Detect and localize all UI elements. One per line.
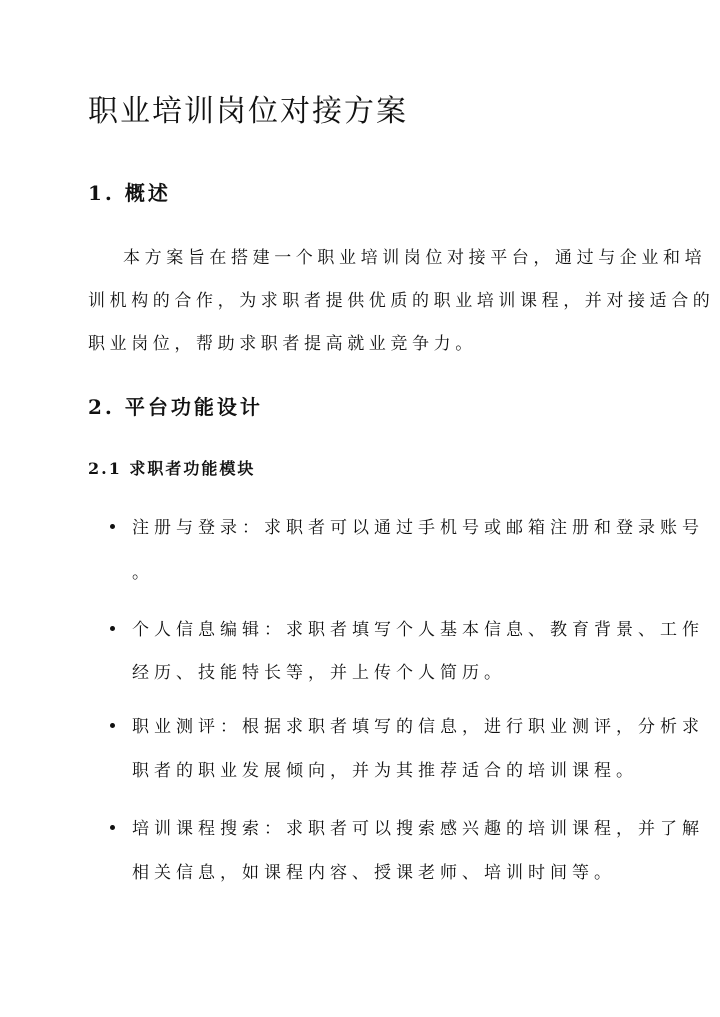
- bullet-icon: [110, 524, 115, 529]
- bullet-icon: [110, 723, 115, 728]
- bullet-icon: [110, 626, 115, 631]
- list-item-line: 职者的职业发展倾向，并为其推荐适合的培训课程。: [132, 761, 638, 781]
- section-heading-platform-design: 2. 平台功能设计: [88, 395, 263, 419]
- list-item-line: 相关信息，如课程内容、授课老师、培训时间等。: [132, 863, 616, 883]
- list-item-line: 经历、技能特长等，并上传个人简历。: [132, 663, 506, 683]
- paragraph-line: 训机构的合作，为求职者提供优质的职业培训课程，并对接适合的: [88, 291, 715, 311]
- paragraph-line: 本方案旨在搭建一个职业培训岗位对接平台，通过与企业和培: [123, 248, 707, 268]
- subsection-heading-jobseeker: 2.1 求职者功能模块: [88, 459, 256, 478]
- list-item-line: 培训课程搜索：求职者可以搜索感兴趣的培训课程，并了解: [132, 819, 704, 839]
- section-heading-overview: 1. 概述: [88, 181, 171, 205]
- list-item-line: 。: [132, 563, 154, 583]
- paragraph-line: 职业岗位，帮助求职者提高就业竞争力。: [88, 334, 477, 354]
- document-title: 职业培训岗位对接方案: [88, 94, 408, 129]
- list-item-line: 职业测评：根据求职者填写的信息，进行职业测评，分析求: [132, 717, 704, 737]
- list-item-line: 注册与登录：求职者可以通过手机号或邮箱注册和登录账号: [132, 518, 704, 538]
- list-item-line: 个人信息编辑：求职者填写个人基本信息、教育背景、工作: [132, 620, 704, 640]
- bullet-icon: [110, 825, 115, 830]
